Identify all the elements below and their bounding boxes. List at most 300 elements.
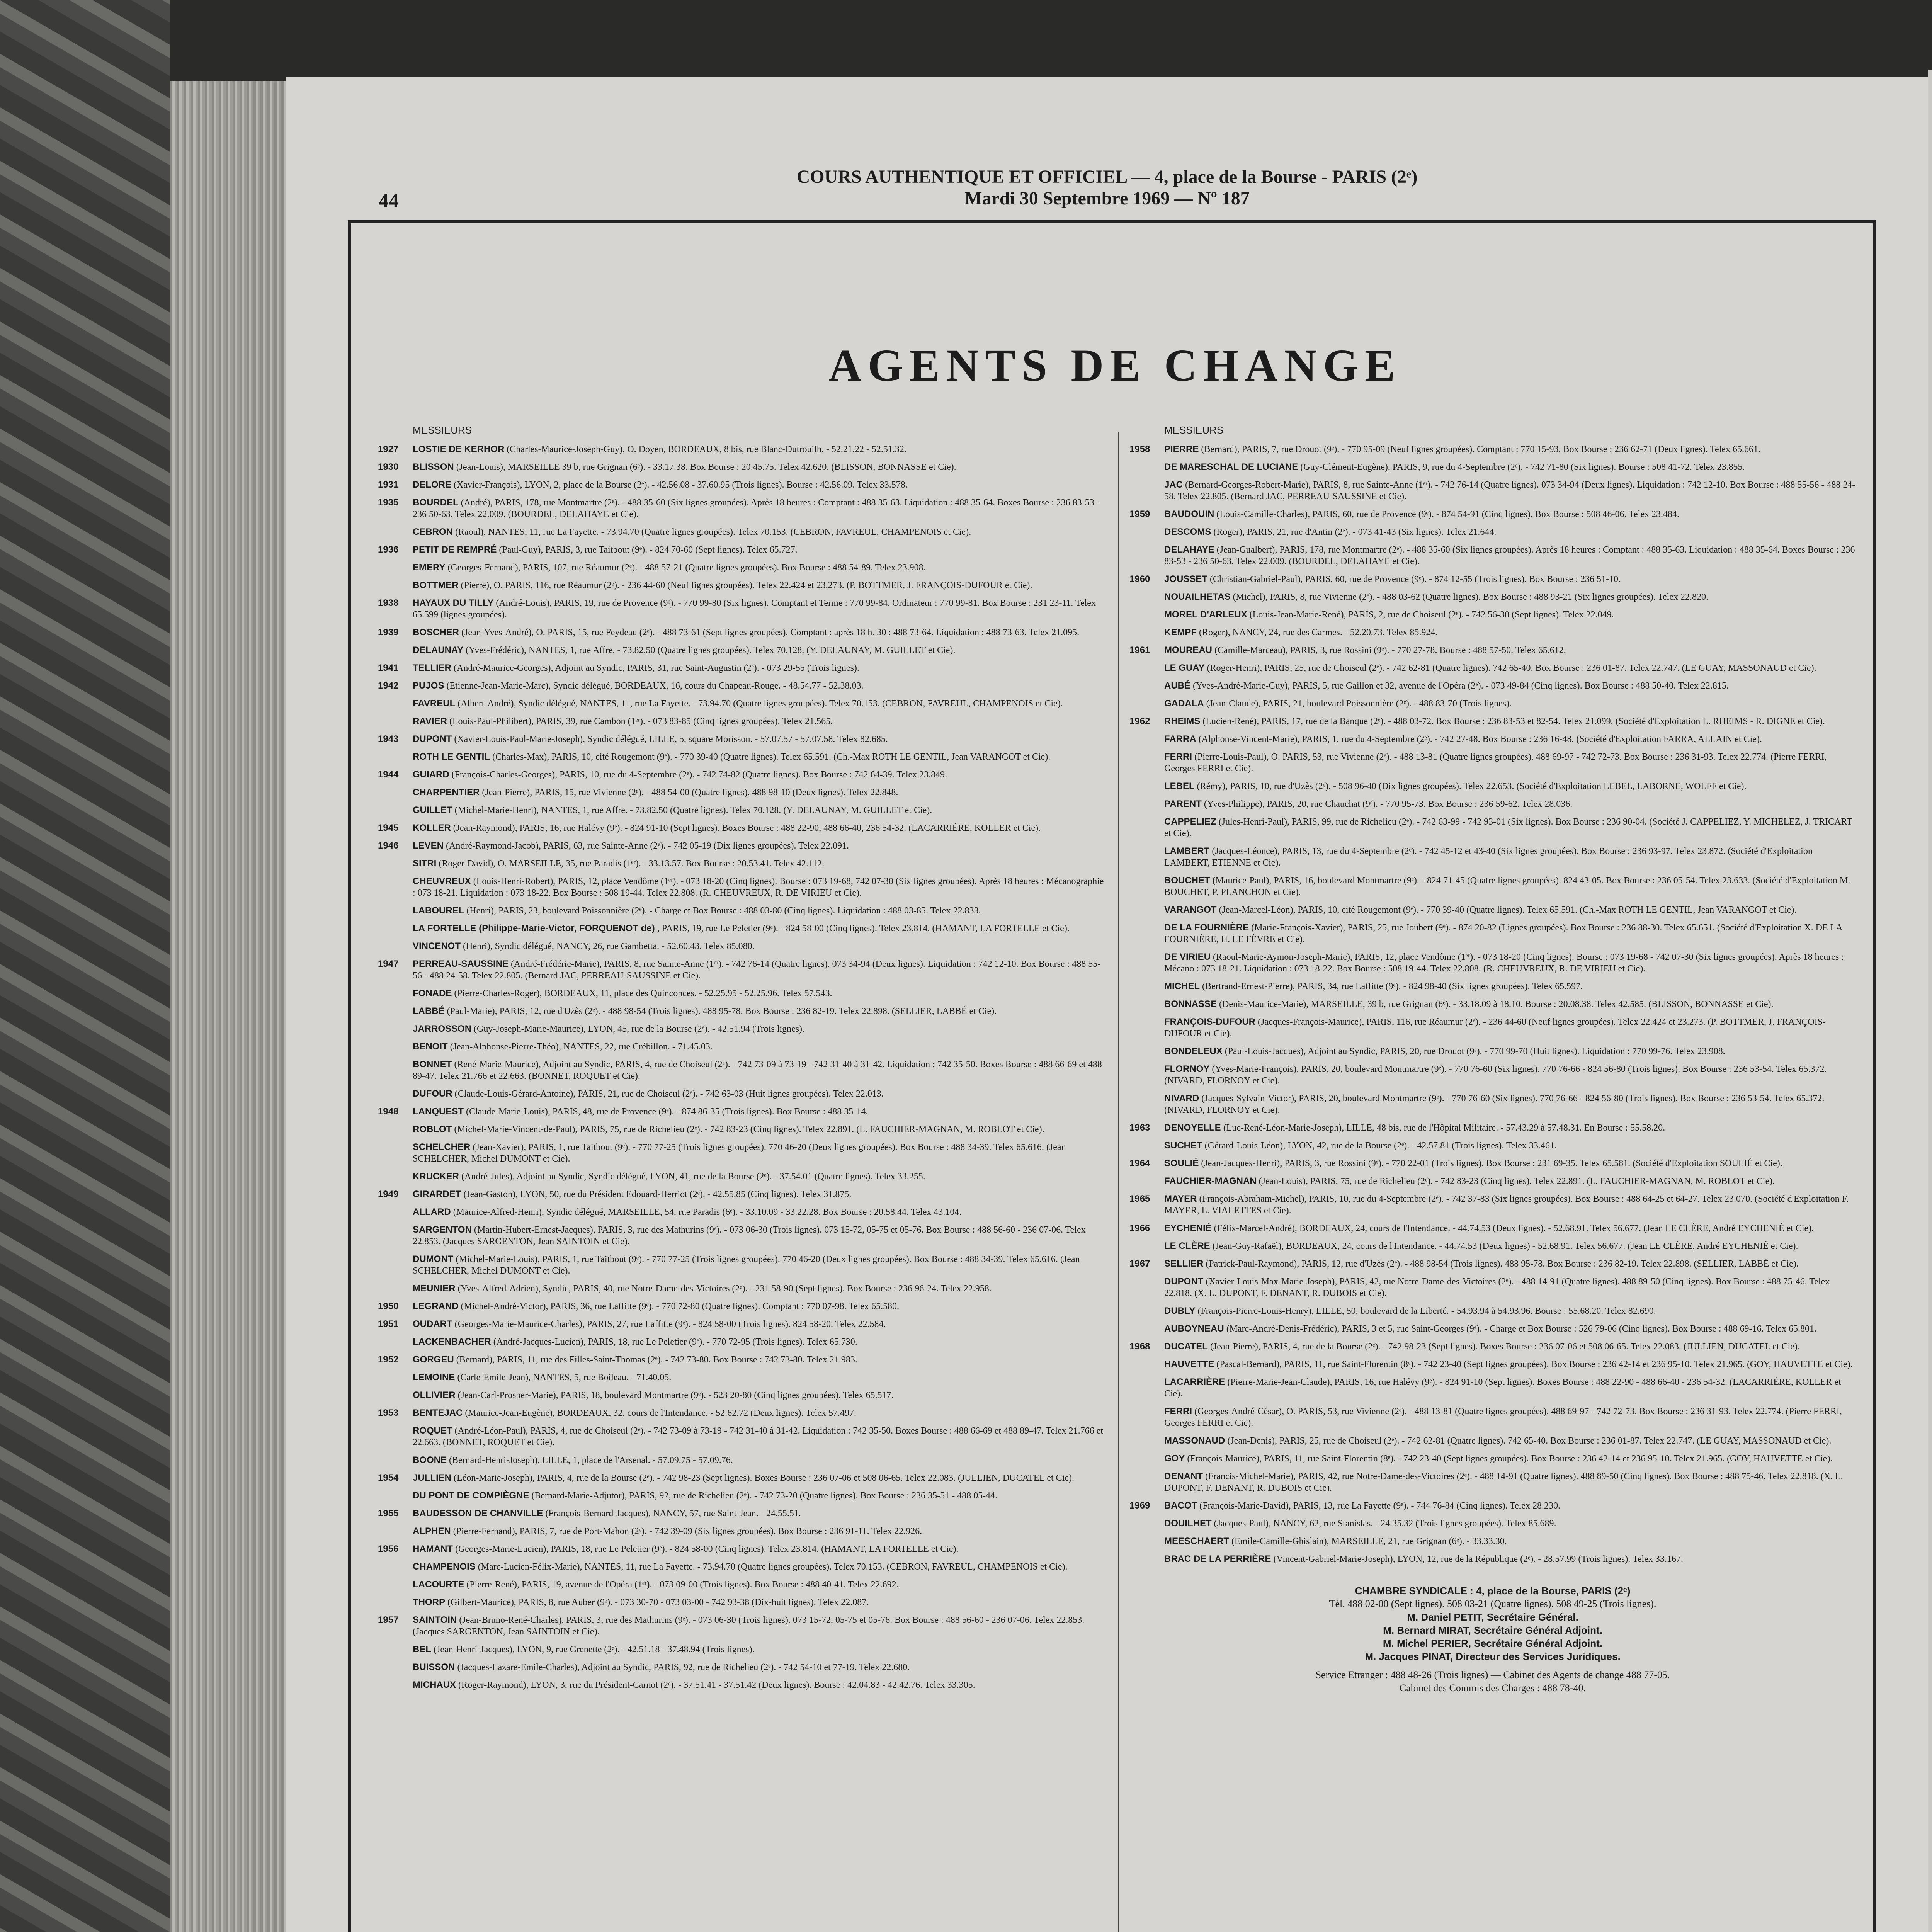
entry-body	[1164, 1376, 1856, 1400]
entry-body	[413, 958, 1104, 981]
entry-body	[1164, 1140, 1856, 1151]
agent-name: BONNASSE	[1164, 999, 1217, 1009]
agent-entry	[1129, 1453, 1856, 1464]
entry-year	[378, 645, 413, 656]
agent-details: (Yves-André-Marie-Guy), PARIS, 5, rue Gaillon et 32, avenue de l'Opéra (2ᵉ). - 073 49-84 (Cinq lignes). Box Bourse : 488 50-40. Telex 22.815.	[1193, 681, 1729, 691]
agent-details: (François-Charles-Georges), PARIS, 10, rue du 4-Septembre (2ᵉ). - 742 74-82 (Quatre lignes). Box Bourse : 742 64-39. Telex 23.849.	[451, 770, 947, 780]
agent-entry	[378, 1662, 1104, 1673]
chambre-officer: M. Michel PERIER, Secrétaire Général Adjoint.	[1383, 1638, 1603, 1649]
agent-details: (Martin-Hubert-Ernest-Jacques), PARIS, 3, rue des Mathurins (9ᵉ). - 073 06-30 (Trois lignes). 073 15-72, 05-75 et 05-76. Box Bourse : 488 56-60 - 236 07-06. Telex 22.853. (Jacques SARGENTON, Jean SAINTOIN et Cie).	[413, 1225, 1086, 1247]
agent-entry	[378, 1059, 1104, 1082]
agent-entry	[378, 461, 1104, 473]
entry-year	[378, 905, 413, 917]
entry-year: 1948	[378, 1106, 399, 1117]
agent-name: BENOIT	[413, 1041, 448, 1052]
entry-body	[413, 1389, 1104, 1401]
right-column	[1129, 424, 1856, 1695]
entry-body	[1164, 816, 1856, 839]
entry-year	[1129, 698, 1164, 709]
agent-entry	[378, 1425, 1104, 1448]
entry-year	[1129, 733, 1164, 745]
entry-body	[1164, 716, 1856, 727]
agent-entry	[1129, 1471, 1856, 1494]
entry-body	[1164, 1359, 1856, 1370]
entry-year	[1129, 1046, 1164, 1057]
agent-name: LABOUREL	[413, 905, 464, 916]
entry-year	[1129, 680, 1164, 692]
entry-body	[1164, 1453, 1856, 1464]
agent-name: KEMPF	[1164, 627, 1197, 638]
agent-entry	[1129, 1063, 1856, 1087]
agent-entry	[378, 580, 1104, 591]
agent-name: VARANGOT	[1164, 905, 1217, 915]
entry-body	[413, 1597, 1104, 1608]
agent-name: MICHAUX	[413, 1680, 456, 1690]
agent-details: (Jacques-Lazare-Emile-Charles), Adjoint au Syndic, PARIS, 92, rue de Richelieu (2ᵉ). - 742 54-10 et 77-19. Telex 22.680.	[457, 1662, 910, 1672]
entry-body	[413, 769, 1104, 781]
agent-details: (Francis-Michel-Marie), PARIS, 42, rue Notre-Dame-des-Victoires (2ᵉ). - 488 14-91 (Quatre lignes). 488 89-50 (Cinq lignes). Box Bourse : 488 75-46. Telex 22.818. (X. L. DUPONT, F. DENANT, R. DUBOIS et Cie).	[1164, 1471, 1843, 1493]
entry-year	[378, 1454, 413, 1466]
agent-entry	[1129, 1258, 1856, 1270]
entry-year	[378, 1253, 413, 1277]
agent-entry	[1129, 1240, 1856, 1252]
agent-name: JAC	[1164, 480, 1183, 490]
agent-details: (Michel-Marie-Henri), NANTES, 1, rue Affre. - 73.82.50 (Quatre lignes). Telex 70.128. (Y. DELAUNAY, M. GUILLET et Cie).	[454, 805, 932, 815]
entry-year	[1129, 544, 1164, 567]
agent-entry	[1129, 1536, 1856, 1547]
entry-year	[1129, 1553, 1164, 1565]
agent-name: FERRI	[1164, 1406, 1192, 1417]
agent-details: (Jean-Denis), PARIS, 25, rue de Choiseul (2ᵉ). - 742 62-81 (Quatre lignes). 742 65-40. Box Bourse : 236 01-87. Telex 22.747. (LE GUAY, MASSONAUD et Cie).	[1227, 1436, 1832, 1446]
agent-name: PIERRE	[1164, 444, 1199, 454]
agent-details: (Jean-Alphonse-Pierre-Théo), NANTES, 22, rue Crébillon. - 71.45.03.	[450, 1042, 713, 1052]
chambre-service: Cabinet des Commis des Charges : 488 78-40.	[1400, 1682, 1586, 1694]
entry-body	[1164, 680, 1856, 692]
agent-details: (Paul-Guy), PARIS, 3, rue Taitbout (9ᵉ). - 824 70-60 (Sept lignes). Telex 65.727.	[499, 545, 798, 555]
agent-name: LACARRIÈRE	[1164, 1377, 1225, 1387]
agent-details: (Paul-Louis-Jacques), Adjoint au Syndic, PARIS, 20, rue Drouot (9ᵉ). - 770 99-70 (Huit lignes). Liquidation : 770 99-76. Telex 23.908.	[1225, 1046, 1725, 1056]
entry-body	[413, 597, 1104, 621]
agent-name: PETIT DE REMPRÉ	[413, 544, 497, 555]
entry-body	[413, 1059, 1104, 1082]
agent-name: DE LA FOURNIÈRE	[1164, 922, 1249, 933]
agent-details: (Louis-Camille-Charles), PARIS, 60, rue de Provence (9ᵉ). - 874 54-91 (Cinq lignes). Box Bourse : 508 46-06. Telex 23.484.	[1216, 509, 1679, 519]
entry-body	[413, 1189, 1104, 1200]
agent-entry	[1129, 904, 1856, 916]
agent-entry	[378, 1171, 1104, 1182]
entry-body	[413, 905, 1104, 917]
agent-details: (Bernard), PARIS, 11, rue des Filles-Saint-Thomas (2ᵉ). - 742 73-80. Box Bourse : 742 73-80. Telex 21.983.	[456, 1355, 857, 1365]
agent-name: MAYER	[1164, 1194, 1197, 1204]
agent-details: (Jean-Jacques-Henri), PARIS, 3, rue Rossini (9ᵉ). - 770 22-01 (Trois lignes). Box Bourse : 231 69-35. Telex 65.581. (Société d'Exploitation SOULIÉ et Cie).	[1201, 1158, 1782, 1168]
agent-name: BOSCHER	[413, 627, 459, 638]
entry-body	[413, 1526, 1104, 1537]
entry-year	[378, 1005, 413, 1017]
agent-entry	[1129, 1341, 1856, 1352]
agent-details: (Gilbert-Maurice), PARIS, 8, rue Auber (9ᵉ). - 073 30-70 - 073 03-00 - 742 93-38 (Dix-huit lignes). Telex 22.087.	[447, 1597, 869, 1607]
agent-name: SITRI	[413, 858, 437, 869]
agent-details: (Pierre-René), PARIS, 19, avenue de l'Opéra (1ᵉʳ). - 073 09-00 (Trois lignes). Box Bourse : 488 40-41. Telex 22.692.	[466, 1580, 899, 1590]
agent-name: LOSTIE DE KERHOR	[413, 444, 505, 454]
agent-entry	[1129, 526, 1856, 538]
agent-details: (Roger-Henri), PARIS, 25, rue de Choiseul (2ᵉ). - 742 62-81 (Quatre lignes). 742 65-40. Box Bourse : 236 01-87. Telex 22.747. (LE GUAY, MASSONAUD et Cie).	[1207, 663, 1816, 673]
entry-year	[378, 1662, 413, 1673]
left-column	[378, 424, 1104, 1697]
entry-body	[1164, 845, 1856, 869]
agent-name: BONDELEUX	[1164, 1046, 1223, 1056]
agent-name: DUMONT	[413, 1254, 454, 1264]
agent-details: (Rémy), PARIS, 10, rue d'Uzès (2ᵉ). - 508 96-40 (Dix lignes groupées). Telex 22.653. (Société d'Exploitation LEBEL, LABORNE, WOLFF et Cie).	[1197, 781, 1747, 791]
entry-body	[1164, 904, 1856, 916]
agent-details: (Jacques-Sylvain-Victor), PARIS, 20, boulevard Montmartre (9ᵉ). - 770 76-60 (Six lignes). 770 76-66 - 824 56-80 (Trois lignes). Box Bourse : 236 53-54. Telex 65.372. (NIVARD, FLORNOY et Cie).	[1164, 1094, 1825, 1115]
agent-name: BOTTMER	[413, 580, 459, 590]
agent-name: BEL	[413, 1644, 431, 1655]
agent-entry	[378, 627, 1104, 638]
agent-entry	[378, 479, 1104, 491]
entry-year: 1969	[1129, 1500, 1150, 1511]
agent-details: (Maurice-Jean-Eugène), BORDEAUX, 32, cours de l'Intendance. - 52.62.72 (Deux lignes). Telex 57.497.	[465, 1408, 856, 1418]
entry-year	[378, 1561, 413, 1573]
agent-entry	[1129, 1553, 1856, 1565]
agent-name: EMERY	[413, 562, 446, 573]
chambre-officer: M. Bernard MIRAT, Secrétaire Général Adjoint.	[1383, 1624, 1602, 1636]
entry-body	[1164, 526, 1856, 538]
entry-year	[1129, 816, 1164, 839]
entry-body	[1164, 875, 1856, 898]
entry-year	[378, 1490, 413, 1502]
entry-year: 1958	[1129, 444, 1150, 454]
agent-name: SCHELCHER	[413, 1142, 471, 1152]
agent-details: (Raoul-Marie-Aymon-Joseph-Marie), PARIS, 12, place Vendôme (1ᵉʳ). - 073 18-20 (Cinq lignes). Bourse : 073 19-68 - 742 07-30 (Six lignes groupées). Après 18 heures : Mécano : 073 18-21. Liquidation : 073 18-22. Box Bourse : 508 19-44. Telex 22.808. (R. CHEUVREUX, R. DE VIRIEU et Cie).	[1164, 952, 1844, 974]
agent-entry	[1129, 627, 1856, 638]
agent-name: AUBÉ	[1164, 680, 1191, 691]
agent-entry	[378, 1088, 1104, 1100]
entry-year	[378, 1124, 413, 1135]
agent-name: BAUDESSON DE CHANVILLE	[413, 1508, 543, 1519]
agent-details: (Marc-Lucien-Félix-Marie), NANTES, 11, rue La Fayette. - 73.94.70 (Quatre lignes groupées). Telex 70.153. (CEBRON, FAVREUL, CHAMPENOIS et Cie).	[478, 1562, 1068, 1572]
entry-year: 1957	[378, 1615, 399, 1625]
entry-body	[1164, 609, 1856, 621]
agent-name: FRANÇOIS-DUFOUR	[1164, 1017, 1255, 1027]
entry-body	[1164, 1406, 1856, 1429]
agent-entry	[1129, 981, 1856, 992]
agent-name: LE CLÈRE	[1164, 1241, 1210, 1251]
agent-entry	[378, 1454, 1104, 1466]
agent-name: DELAUNAY	[413, 645, 464, 655]
agent-name: MOUREAU	[1164, 645, 1212, 655]
agent-name: BOURDEL	[413, 497, 459, 508]
entry-year: 1946	[378, 840, 399, 851]
entry-body	[413, 1318, 1104, 1330]
entry-body	[1164, 461, 1856, 473]
agent-entry	[378, 1579, 1104, 1590]
agent-entry	[378, 804, 1104, 816]
entry-year	[378, 1526, 413, 1537]
agent-name: FERRI	[1164, 752, 1192, 762]
entry-year	[378, 1283, 413, 1294]
agent-name: BONNET	[413, 1059, 452, 1070]
agent-entry	[1129, 544, 1856, 567]
agent-name: LE GUAY	[1164, 663, 1205, 673]
entry-year: 1967	[1129, 1259, 1150, 1269]
agent-details: (Roger), PARIS, 21, rue d'Antin (2ᵉ). - 073 41-43 (Six lignes). Telex 21.644.	[1213, 527, 1497, 537]
entry-body	[413, 662, 1104, 674]
entry-year: 1963	[1129, 1122, 1150, 1133]
entry-body	[1164, 627, 1856, 638]
agent-name: DELAHAYE	[1164, 544, 1214, 555]
agent-entry	[1129, 645, 1856, 656]
entry-year	[378, 580, 413, 591]
agent-name: DELORE	[413, 480, 452, 490]
agent-details: (Jean-Bruno-René-Charles), PARIS, 3, rue des Mathurins (9ᵉ). - 073 06-30 (Trois lignes). 073 15-72, 05-75 et 05-76. Box Bourse : 488 56-60 - 236 07-06. Telex 22.853. (Jacques SARGENTON, Jean SAINTOIN et Cie).	[413, 1615, 1085, 1637]
entry-year: 1939	[378, 627, 399, 638]
agent-details: (Yves-Frédéric), NANTES, 1, rue Affre. - 73.82.50 (Quatre lignes groupées). Telex 70.128. (Y. DELAUNAY, M. GUILLET et Cie).	[466, 645, 956, 655]
entry-body	[1164, 1193, 1856, 1216]
agent-details: (Pierre-Fernand), PARIS, 7, rue de Port-Mahon (2ᵉ). - 742 39-09 (Six lignes groupées). Box Bourse : 236 91-11. Telex 22.926.	[453, 1526, 922, 1536]
agent-entry	[378, 544, 1104, 556]
agent-name: GORGEU	[413, 1354, 454, 1365]
entry-body	[413, 787, 1104, 798]
agent-entry	[1129, 951, 1856, 975]
agent-name: PUJOS	[413, 680, 444, 691]
agent-details: (Jean-Guy-Rafaël), BORDEAUX, 24, cours de l'Intendance. - 44.74.53 (Deux lignes) - 52.68.91. Telex 56.677. (Jean LE CLÈRE, André EYCHENIÉ et Cie).	[1212, 1241, 1798, 1251]
agent-entry	[378, 1372, 1104, 1383]
entry-body	[1164, 1518, 1856, 1529]
entry-body	[1164, 544, 1856, 567]
chambre-officer: M. Daniel PETIT, Secrétaire Général.	[1407, 1611, 1578, 1623]
agent-entry	[1129, 444, 1856, 455]
entry-year: 1927	[378, 444, 399, 454]
agent-name: KRUCKER	[413, 1171, 459, 1182]
agent-details: (Jean-Marcel-Léon), PARIS, 10, cité Rougemont (9ᵉ). - 770 39-40 (Quatre lignes). Telex 65.591. (Ch.-Max ROTH LE GENTIL, Jean VARANGOT et Cie).	[1219, 905, 1797, 915]
agent-name: BACOT	[1164, 1500, 1197, 1511]
agent-name: BOUCHET	[1164, 875, 1210, 886]
agent-entry	[378, 526, 1104, 538]
agent-name: CHEUVREUX	[413, 876, 471, 886]
entry-body	[413, 1141, 1104, 1165]
agent-details: (Carle-Emile-Jean), NANTES, 5, rue Boileau. - 71.40.05.	[457, 1372, 672, 1383]
entry-body	[413, 1508, 1104, 1519]
agent-name: DUPONT	[413, 734, 452, 744]
agent-entry	[1129, 1435, 1856, 1447]
agent-details: (Bertrand-Ernest-Pierre), PARIS, 34, rue Laffitte (9ᵉ). - 824 98-40 (Six lignes groupées). Telex 65.597.	[1202, 981, 1583, 992]
agent-details: (Xavier-François), LYON, 2, place de la Bourse (2ᵉ). - 42.56.08 - 37.60.95 (Trois lignes). Bourse : 42.56.09. Telex 33.578.	[454, 480, 908, 490]
agent-details: (Christian-Gabriel-Paul), PARIS, 60, rue de Provence (9ᵉ). - 874 12-55 (Trois lignes). Box Bourse : 236 51-10.	[1210, 574, 1621, 584]
header-line2: Mardi 30 Septembre 1969 — Nº 187	[964, 188, 1250, 209]
agent-details: , PARIS, 19, rue Le Peletier (9ᵉ). - 824 58-00 (Cinq lignes). Telex 23.814. (HAMANT, LA FORTELLE et Cie).	[657, 923, 1070, 934]
agent-name: LA FORTELLE (Philippe-Marie-Victor, FORQUENOT de)	[413, 923, 655, 934]
entry-body	[413, 923, 1104, 934]
entry-body	[413, 1679, 1104, 1691]
agent-entry	[1129, 733, 1856, 745]
agent-details: (Charles-Maurice-Joseph-Guy), O. Doyen, BORDEAUX, 8 bis, rue Blanc-Dutrouilh. - 52.21.22 - 52.51.32.	[507, 444, 906, 454]
agent-name: BUISSON	[413, 1662, 455, 1672]
agent-entry	[378, 1490, 1104, 1502]
agent-entry	[1129, 662, 1856, 674]
entry-body	[1164, 1063, 1856, 1087]
agent-entry	[378, 940, 1104, 952]
agent-details: (Jean-Raymond), PARIS, 16, rue Halévy (9ᵉ). - 824 91-10 (Sept lignes). Boxes Bourse : 488 22-90, 488 66-40, 236 54-32. (LACARRIÈRE, KOLLER et Cie).	[453, 823, 1041, 833]
agent-details: (Jean-Yves-André), O. PARIS, 15, rue Feydeau (2ᵉ). - 488 73-61 (Sept lignes groupées). Comptant : après 18 h. 30 : 488 73-64. Liquidation : 488 73-63. Telex 21.095.	[461, 628, 1080, 638]
agent-details: (Lucien-René), PARIS, 17, rue de la Banque (2ᵉ). - 488 03-72. Box Bourse : 236 83-53 et 82-54. Telex 21.099. (Société d'Exploitation L. RHEIMS - R. DIGNE et Cie).	[1202, 716, 1825, 726]
agent-name: BENTEJAC	[413, 1408, 463, 1418]
entry-year	[1129, 1140, 1164, 1151]
agent-entry	[1129, 1376, 1856, 1400]
agent-name: RHEIMS	[1164, 716, 1201, 726]
entry-body	[1164, 1553, 1856, 1565]
entry-body	[1164, 998, 1856, 1010]
agent-details: (Yves-Philippe), PARIS, 20, rue Chauchat (9ᵉ). - 770 95-73. Box Bourse : 236 59-62. Telex 28.036.	[1204, 799, 1573, 809]
agent-details: (Pierre), O. PARIS, 116, rue Réaumur (2ᵉ). - 236 44-60 (Neuf lignes groupées). Telex 22.424 et 23.273. (P. BOTTMER, J. FRANÇOIS-DUFOUR et Cie).	[461, 580, 1032, 590]
content-frame	[348, 220, 1876, 1932]
entry-body	[413, 1336, 1104, 1348]
left-entry-list	[378, 444, 1104, 1691]
agent-entry	[378, 680, 1104, 692]
entry-year: 1950	[378, 1301, 399, 1311]
entry-body	[1164, 1536, 1856, 1547]
agent-name: DUCATEL	[1164, 1341, 1208, 1352]
chambre-title: CHAMBRE SYNDICALE : 4, place de la Bourse, PARIS (2ᵉ)	[1355, 1585, 1631, 1597]
agent-name: DUFOUR	[413, 1088, 452, 1099]
entry-year	[1129, 662, 1164, 674]
agent-entry	[1129, 1175, 1856, 1187]
agent-details: (Pierre-Louis-Paul), O. PARIS, 53, rue Vivienne (2ᵉ). - 488 13-81 (Quatre lignes groupées). 488 69-97 - 742 72-73. Box Bourse : 236 31-93. Telex 22.774. (Pierre FERRI, Georges FERRI et Cie).	[1164, 752, 1827, 774]
entry-body	[413, 1106, 1104, 1117]
entry-year	[1129, 1376, 1164, 1400]
agent-details: (René-Marie-Maurice), Adjoint au Syndic, PARIS, 4, rue de Choiseul (2ᵉ). - 742 73-09 à 73-19 - 742 31-40 à 31-42. Liquidation : 742 35-50. Boxes Bourse : 488 66-69 et 488 89-47. Telex 21.766 et 22.663. (BONNET, ROQUET et Cie).	[413, 1060, 1102, 1081]
agent-details: (Louis-Henri-Robert), PARIS, 12, place Vendôme (1ᵉʳ). - 073 18-20 (Cinq lignes). Bourse : 073 19-68, 742 07-30 (Six lignes groupées). Après 18 heures : Mécanographie : 073 18-21. Liquidation : 073 18-22. Box Bourse : 508 19-44. Telex 22.808. (R. CHEUVREUX, R. DE VIRIEU et Cie).	[413, 876, 1104, 898]
agent-entry	[1129, 1093, 1856, 1116]
agent-details: (Patrick-Paul-Raymond), PARIS, 12, rue d'Uzès (2ᵉ). - 488 98-54 (Trois lignes). 488 95-78. Box Bourse : 236 82-19. Telex 22.898. (SELLIER, LABBÉ et Cie).	[1206, 1259, 1799, 1269]
entry-year: 1941	[378, 663, 399, 673]
entry-year: 1953	[378, 1408, 399, 1418]
agent-details: (Jean-Pierre), PARIS, 15, rue Vivienne (2ᵉ). - 488 54-00 (Quatre lignes). 488 98-10 (Deux lignes). Telex 22.848.	[482, 787, 898, 798]
entry-year	[378, 923, 413, 934]
entry-year	[378, 716, 413, 727]
entry-year	[378, 940, 413, 952]
agent-details: (Xavier-Louis-Paul-Marie-Joseph), Syndic délégué, LILLE, 5, square Morisson. - 57.07.57 - 57.07.58. Telex 82.685.	[454, 734, 888, 744]
agent-name: ROTH LE GENTIL	[413, 752, 490, 762]
entry-year: 1944	[378, 769, 399, 780]
agent-details: (Jean-Xavier), PARIS, 1, rue Taitbout (9ᵉ). - 770 77-25 (Trois lignes groupées). 770 46-20 (Deux lignes groupées). Box Bourse : 488 34-39. Telex 65.616. (Jean SCHELCHER, Michel DUMONT et Cie).	[413, 1142, 1066, 1164]
agent-name: BLISSON	[413, 462, 454, 472]
entry-body	[1164, 1093, 1856, 1116]
agent-name: GUIARD	[413, 769, 449, 780]
agent-name: HAYAUX DU TILLY	[413, 598, 494, 608]
agent-details: (André-Jules), Adjoint au Syndic, Syndic délégué, LYON, 41, rue de la Bourse (2ᵉ). - 37.54.01 (Quatre lignes). Telex 33.255.	[461, 1172, 925, 1182]
agent-details: (Louis-Paul-Philibert), PARIS, 39, rue Cambon (1ᵉʳ). - 073 83-85 (Cinq lignes groupées). Telex 21.565.	[449, 716, 833, 726]
chambre-service: Service Etranger : 488 48-26 (Trois lignes) — Cabinet des Agents de change 488 77-05.	[1315, 1669, 1670, 1680]
agent-name: GUILLET	[413, 805, 452, 815]
agent-details: (Alphonse-Vincent-Marie), PARIS, 1, rue du 4-Septembre (2ᵉ). - 742 27-48. Box Bourse : 236 16-48. (Société d'Exploitation FARRA, ALLAIN et Cie).	[1198, 734, 1762, 744]
entry-year: 1936	[378, 544, 399, 555]
agent-details: (Jean-Louis), MARSEILLE 39 b, rue Grignan (6ᵉ). - 33.17.38. Box Bourse : 20.45.75. Telex 42.620. (BLISSON, BONNASSE et Cie).	[456, 462, 956, 472]
chambre-tel: Tél. 488 02-00 (Sept lignes). 508 03-21 (Quatre lignes). 508 49-25 (Trois lignes).	[1329, 1598, 1656, 1609]
entry-body	[413, 461, 1104, 473]
entry-year	[1129, 1435, 1164, 1447]
agent-entry	[1129, 609, 1856, 621]
agent-details: (Louis-Jean-Marie-René), PARIS, 2, rue de Choiseul (2ᵉ). - 742 56-30 (Sept lignes). Telex 22.049.	[1249, 610, 1614, 620]
agent-entry	[1129, 781, 1856, 792]
entry-year	[378, 1171, 413, 1182]
agent-entry	[1129, 1500, 1856, 1512]
entry-body	[413, 1372, 1104, 1383]
entry-body	[413, 858, 1104, 869]
agent-entry	[378, 769, 1104, 781]
entry-year: 1930	[378, 462, 399, 472]
agent-entry	[378, 1224, 1104, 1247]
entry-year: 1943	[378, 734, 399, 744]
entry-body	[413, 1425, 1104, 1448]
agent-name: DENANT	[1164, 1471, 1203, 1481]
entry-body	[1164, 573, 1856, 585]
agent-details: (François-Marie-David), PARIS, 13, rue La Fayette (9ᵉ). - 744 76-84 (Cinq lignes). Telex 28.230.	[1199, 1501, 1560, 1511]
book-spine	[0, 0, 170, 1932]
entry-year	[1129, 1406, 1164, 1429]
entry-year	[1129, 591, 1164, 603]
agent-entry	[378, 662, 1104, 674]
agent-details: (Jacques-Léonce), PARIS, 13, rue du 4-Septembre (2ᵉ). - 742 45-12 et 43-40 (Six lignes groupées). Box Bourse : 236 93-97. Telex 23.872. (Société d'Exploitation LAMBERT, ETIENNE et Cie).	[1164, 846, 1813, 868]
agent-details: (Yves-Marie-François), PARIS, 20, boulevard Montmartre (9ᵉ). - 770 76-60 (Six lignes). 770 76-66 - 824 56-80 (Trois lignes). Box Bourse : 236 53-54. Telex 65.372. (NIVARD, FLORNOY et Cie).	[1164, 1064, 1827, 1086]
agent-entry	[1129, 1193, 1856, 1216]
entry-year	[1129, 781, 1164, 792]
agent-details: (Bernard), PARIS, 7, rue Drouot (9ᵉ). - 770 95-09 (Neuf lignes groupées). Comptant : 770 15-93. Box Bourse : 236 62-71 (Deux lignes). Telex 65.661.	[1201, 444, 1760, 454]
entry-year	[378, 787, 413, 798]
agent-details: (Bernard-Marie-Adjutor), PARIS, 92, rue de Richelieu (2ᵉ). - 742 73-20 (Quatre lignes). Box Bourse : 236 35-51 - 488 05-44.	[531, 1491, 998, 1501]
entry-body	[413, 1472, 1104, 1484]
entry-body	[1164, 1500, 1856, 1512]
agent-entry	[1129, 479, 1856, 502]
agent-details: (Marc-André-Denis-Frédéric), PARIS, 3 et 5, rue Saint-Georges (9ᵉ). - Charge et Box Bourse : 526 79-06 (Cinq lignes). Box Bourse : 488 69-16. Telex 65.801.	[1226, 1324, 1817, 1334]
agent-details: (André-Frédéric-Marie), PARIS, 8, rue Sainte-Anne (1ᵉʳ). - 742 76-14 (Quatre lignes). 073 34-94 (Deux lignes). Liquidation : 742 12-10. Box Bourse : 488 55-56 - 488 24-58. Telex 22.805. (Bernard JAC, PERREAU-SAUSSINE et Cie).	[413, 959, 1101, 981]
entry-body	[413, 479, 1104, 491]
agent-entry	[1129, 845, 1856, 869]
agent-entry	[378, 840, 1104, 852]
agent-name: CEBRON	[413, 527, 453, 537]
agent-entry	[1129, 461, 1856, 473]
agent-details: (Jacques-François-Maurice), PARIS, 116, rue Réaumur (2ᵉ). - 236 44-60 (Neuf lignes groupées). Telex 22.424 et 23.273. (P. BOTTMER, J. FRANÇOIS-DUFOUR et Cie).	[1164, 1017, 1826, 1039]
entry-body	[1164, 798, 1856, 810]
entry-body	[413, 1407, 1104, 1419]
entry-year: 1947	[378, 959, 399, 969]
agent-details: (Michel-André-Victor), PARIS, 36, rue Laffitte (9ᵉ). - 770 72-80 (Quatre lignes). Comptant : 770 07-98. Telex 65.580.	[461, 1301, 900, 1311]
entry-year	[378, 1372, 413, 1383]
agent-entry	[378, 497, 1104, 520]
agent-entry	[378, 1023, 1104, 1035]
agent-details: (Michel-Marie-Vincent-de-Paul), PARIS, 75, rue de Richelieu (2ᵉ). - 742 83-23 (Cinq lignes). Telex 22.891. (L. FAUCHIER-MAGNAN, M. ROBLOT et Cie).	[454, 1124, 1044, 1134]
agent-name: LEMOINE	[413, 1372, 455, 1383]
entry-year	[1129, 1063, 1164, 1087]
entry-body	[1164, 733, 1856, 745]
agent-name: DUBLY	[1164, 1306, 1196, 1316]
entry-body	[1164, 1471, 1856, 1494]
entry-year	[378, 1088, 413, 1100]
agent-name: DENOYELLE	[1164, 1122, 1221, 1133]
entry-year	[1129, 461, 1164, 473]
agent-details: (Bernard-Georges-Robert-Marie), PARIS, 8, rue Sainte-Anne (1ᵉʳ). - 742 76-14 (Quatre lignes). 073 34-94 (Deux lignes). Liquidation : 742 12-10. Box Bourse : 488 55-56 - 488 24-58. Telex 22.805. (Bernard JAC, PERREAU-SAUSSINE et Cie).	[1164, 480, 1855, 502]
agent-details: (Charles-Max), PARIS, 10, cité Rougemont (9ᵉ). - 770 39-40 (Quatre lignes). Telex 65.591. (Ch.-Max ROTH LE GENTIL, Jean VARANGOT et Cie).	[492, 752, 1051, 762]
agent-details: (Denis-Maurice-Marie), MARSEILLE, 39 b, rue Grignan (6ᵉ). - 33.18.09 à 18.10. Bourse : 20.08.38. Telex 42.585. (BLISSON, BONNASSE et Cie).	[1219, 999, 1774, 1009]
entry-year	[378, 988, 413, 999]
entry-body	[1164, 781, 1856, 792]
agent-details: (Roger-Raymond), LYON, 3, rue du Président-Carnot (2ᵉ). - 37.51.41 - 37.51.42 (Deux lignes). Bourse : 42.04.83 - 42.42.76. Telex 33.305.	[458, 1680, 975, 1690]
agent-entry	[378, 1543, 1104, 1555]
agent-entry	[1129, 573, 1856, 585]
agent-entry	[378, 923, 1104, 934]
entry-body	[413, 1253, 1104, 1277]
agent-entry	[378, 645, 1104, 656]
entry-body	[413, 733, 1104, 745]
